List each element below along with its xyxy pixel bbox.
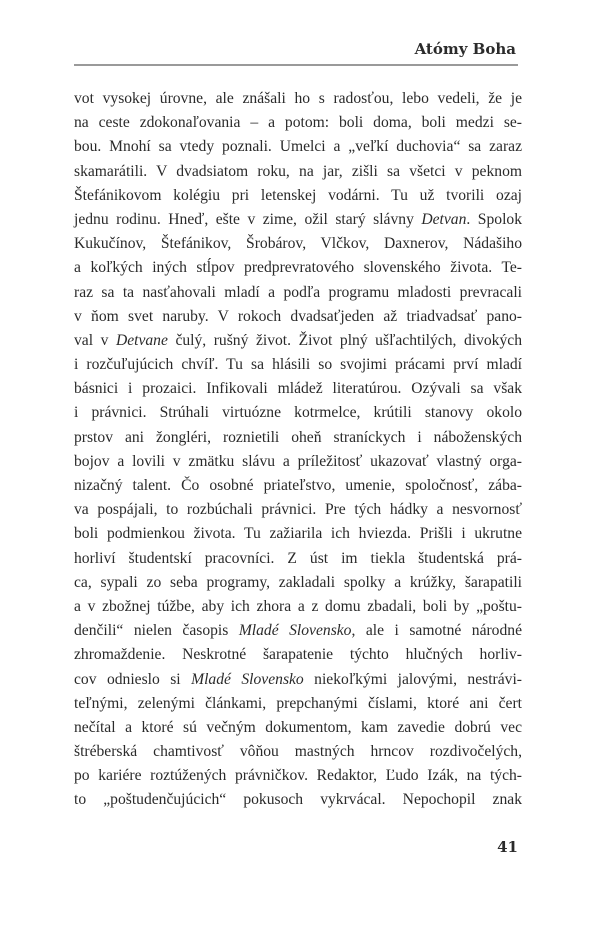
text-run: i rozčuľujúcich chvíľ. Tu sa hlásili so svojimi prácami prví mladí — [74, 356, 522, 374]
text-run: boli podmienkou života. Tu zažiarila ich hviezda. Prišli i ukrutne — [74, 525, 522, 543]
text-run: čulý, rušný život. Život plný ušľachtilých, divokých — [167, 331, 522, 349]
text-line — [74, 571, 522, 595]
text-line — [74, 281, 522, 305]
text-run: horliví študentskí pracovníci. Z úst im tiekla študentská prá- — [74, 549, 522, 567]
text-run: . Spolok — [466, 210, 522, 228]
text-run: skamarátili. V dvadsiatom roku, na jar, zišli sa všetci v peknom — [74, 162, 522, 180]
text-line — [74, 426, 522, 450]
body-text — [74, 87, 522, 813]
text-run: bojov a lovili v zmätku slávu a príležitosť ukazovať vlastný orga- — [74, 452, 522, 470]
text-run: básnici i prozaici. Infikovali mládež literatúrou. Ozývali sa však — [74, 380, 522, 398]
text-run: bou. Mnohí sa vtedy poznali. Umelci a „veľkí duchovia“ sa zaraz — [74, 138, 522, 156]
text-run: jednu rodinu. Hneď, ešte v zime, ožil starý slávny — [74, 210, 422, 228]
text-line — [74, 208, 522, 232]
text-line — [74, 740, 522, 764]
text-line — [74, 547, 522, 571]
text-line — [74, 329, 522, 353]
text-line — [74, 764, 522, 788]
text-line — [74, 595, 522, 619]
text-line — [74, 522, 522, 546]
text-line — [74, 111, 522, 135]
text-run: Štefánikovom kolégiu pri letenskej vodárni. Tu už tvorili ozaj — [74, 186, 522, 204]
text-line — [74, 135, 522, 159]
running-head — [74, 38, 518, 66]
text-line — [74, 256, 522, 280]
text-line — [74, 788, 522, 812]
text-line — [74, 184, 522, 208]
text-run: denčili“ nielen časopis — [74, 622, 239, 640]
italic-title: Mladé Slovensko — [238, 622, 352, 640]
text-run: ca, sypali zo seba programy, zakladali spolky a krúžky, šarapatili — [74, 573, 522, 591]
text-line — [74, 692, 522, 716]
text-run: a koľkých iných stĺpov predprevratového slovenského života. Te- — [74, 259, 522, 277]
text-line — [74, 401, 522, 425]
text-run: po kariére roztúžených právničkov. Redaktor, Ľudo Izák, na tých- — [74, 767, 522, 785]
text-line — [74, 716, 522, 740]
text-run: zhromaždenie. Neskrotné šarapatenie týchto hlučných horliv- — [74, 646, 522, 664]
text-line — [74, 305, 522, 329]
text-run: cov odnieslo si — [74, 670, 192, 688]
page-number: 41 — [497, 838, 518, 856]
italic-title: Detvane — [115, 331, 168, 349]
text-run: prstov ani žongléri, roznietili oheň straníckych i náboženských — [74, 428, 522, 446]
text-run: a v zbožnej túžbe, aby ich zhora a z domu zbadali, boli by „poštu- — [74, 597, 522, 615]
text-run: vot vysokej úrovne, ale znášali ho s radosťou, lebo vedeli, že je — [74, 90, 522, 107]
text-line — [74, 232, 522, 256]
text-run: Kukučínov, Štefánikov, Šrobárov, Vlčkov, Daxnerov, Nádašiho — [74, 235, 522, 253]
text-run: , ale i samotné národné — [351, 622, 522, 640]
text-run: nečítal a ktoré sú večným dokumentom, kam zavedie dobrú vec — [74, 718, 522, 736]
text-line — [74, 668, 522, 692]
text-line — [74, 160, 522, 184]
text-line — [74, 474, 522, 498]
text-line — [74, 619, 522, 643]
text-run: nizačný talent. Čo osobné priateľstvo, umenie, spoločnosť, zába- — [74, 477, 522, 494]
text-line — [74, 450, 522, 474]
text-line — [74, 377, 522, 401]
text-run: teľnými, zelenými článkami, prepchanými číslami, ktoré ani čert — [74, 694, 522, 712]
text-run: to „poštudenčujúcich“ pokusoch vykrvácal. Nepochopil znak — [74, 791, 522, 809]
book-title: Atómy Boha — [414, 40, 516, 58]
text-run: na ceste zdokonaľovania – a potom: boli doma, boli medzi se- — [74, 114, 522, 132]
text-line — [74, 353, 522, 377]
text-run: v ňom svet naruby. V rokoch dvadsaťjeden až triadvadsať pano- — [74, 307, 522, 325]
italic-title: Detvan — [421, 210, 467, 228]
text-line — [74, 643, 522, 667]
text-run: niekoľkými jalovými, nestrávi- — [303, 670, 522, 688]
text-run: štréberská chamtivosť vôňou mastných hrncov rozdivočelých, — [74, 743, 522, 761]
text-run: va pospájali, to rozbúchali právnici. Pre tých hádky a nesvornosť — [74, 501, 522, 519]
text-line — [74, 498, 522, 522]
text-line — [74, 87, 522, 111]
text-run: raz sa ta nasťahovali mladí a podľa programu mladosti prevracali — [74, 283, 522, 301]
text-run: i právnici. Strúhali virtuózne kotrmelce, krútili stanovy okolo — [74, 404, 522, 422]
text-run: val v — [74, 331, 116, 349]
italic-title: Mladé Slovensko — [191, 670, 304, 688]
